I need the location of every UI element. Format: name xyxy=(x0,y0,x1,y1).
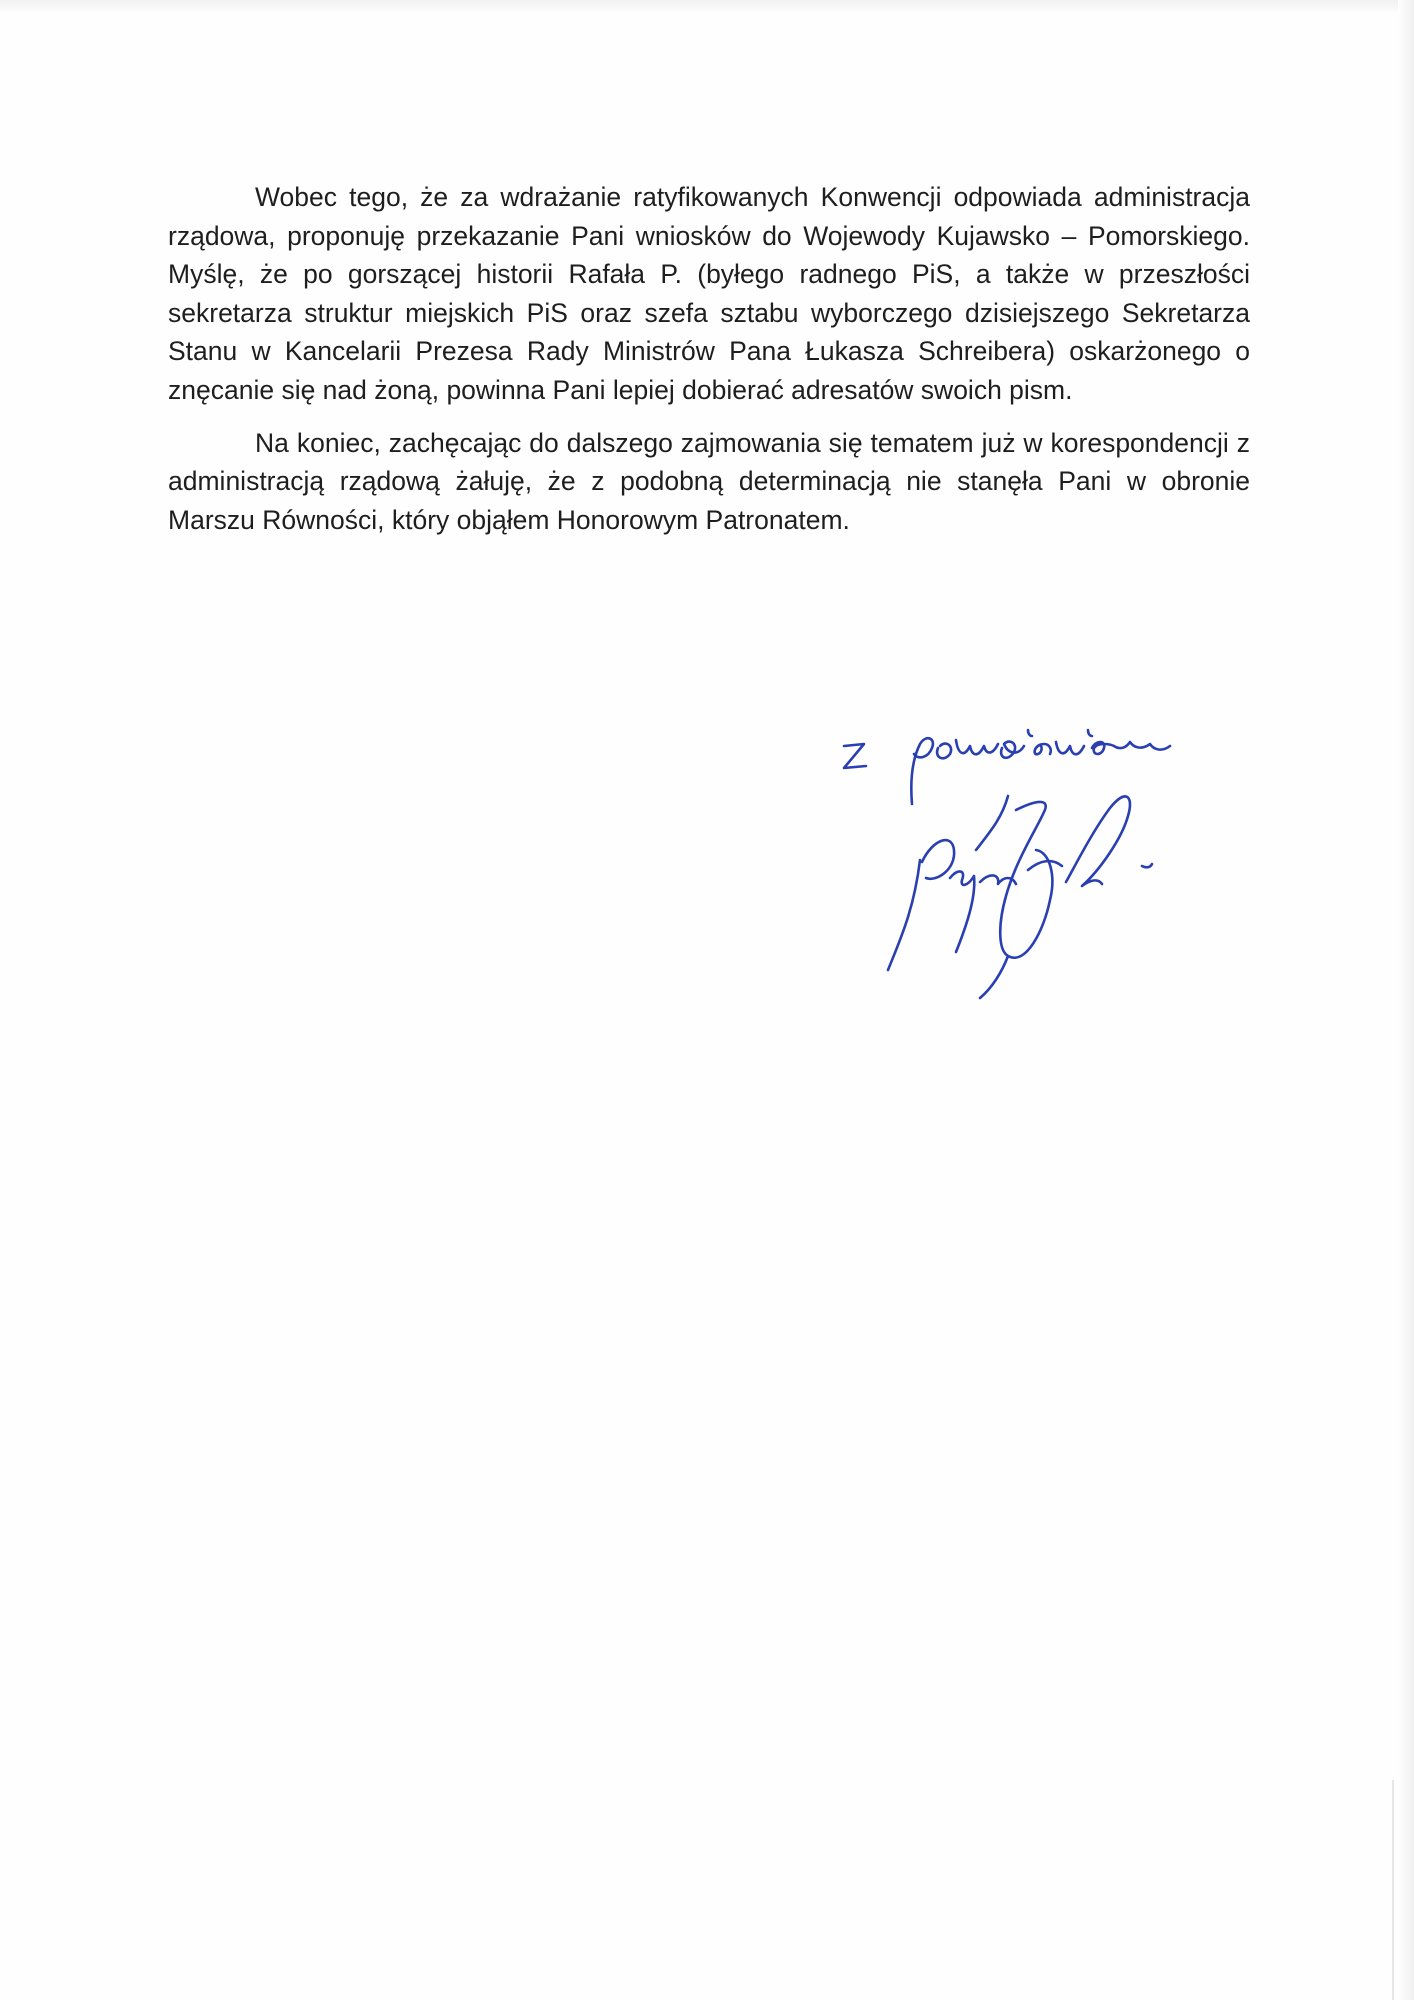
letter-body xyxy=(168,178,1250,539)
scan-artifact-line xyxy=(1392,1780,1394,2000)
scan-edge-right xyxy=(1398,0,1414,2000)
handwritten-signature xyxy=(830,700,1260,1000)
paragraph-2: Na koniec, zachęcając do dalszego zajmowania się tematem już w korespondencji z administracją rządową żałuję, że z podobną determinacją nie stanęła Pani w obronie Marszu Równości, który objąłem Honorowym Patronatem. xyxy=(168,427,1250,535)
paragraph-1: Wobec tego, że za wdrażanie ratyfikowanych Konwencji odpowiada administracja rządowa, proponuję przekazanie Pani wniosków do Wojewody Kujawsko – Pomorskiego. Myślę, że po gorszącej historii Rafała P. (byłego radnego PiS, a także w przeszłości sekretarza struktur miejskich PiS oraz szefa sztabu wyborczego dzisiejszego Sekretarza Stanu w Kancelarii Prezesa Rady Ministrów Pana Łukasza Schreibera) oskarżonego o znęcanie się nad żoną, powinna Pani lepiej dobierać adresatów swoich pism. xyxy=(168,182,1250,405)
signature-drawing xyxy=(830,700,1260,1000)
scan-edge-top xyxy=(0,0,1414,14)
